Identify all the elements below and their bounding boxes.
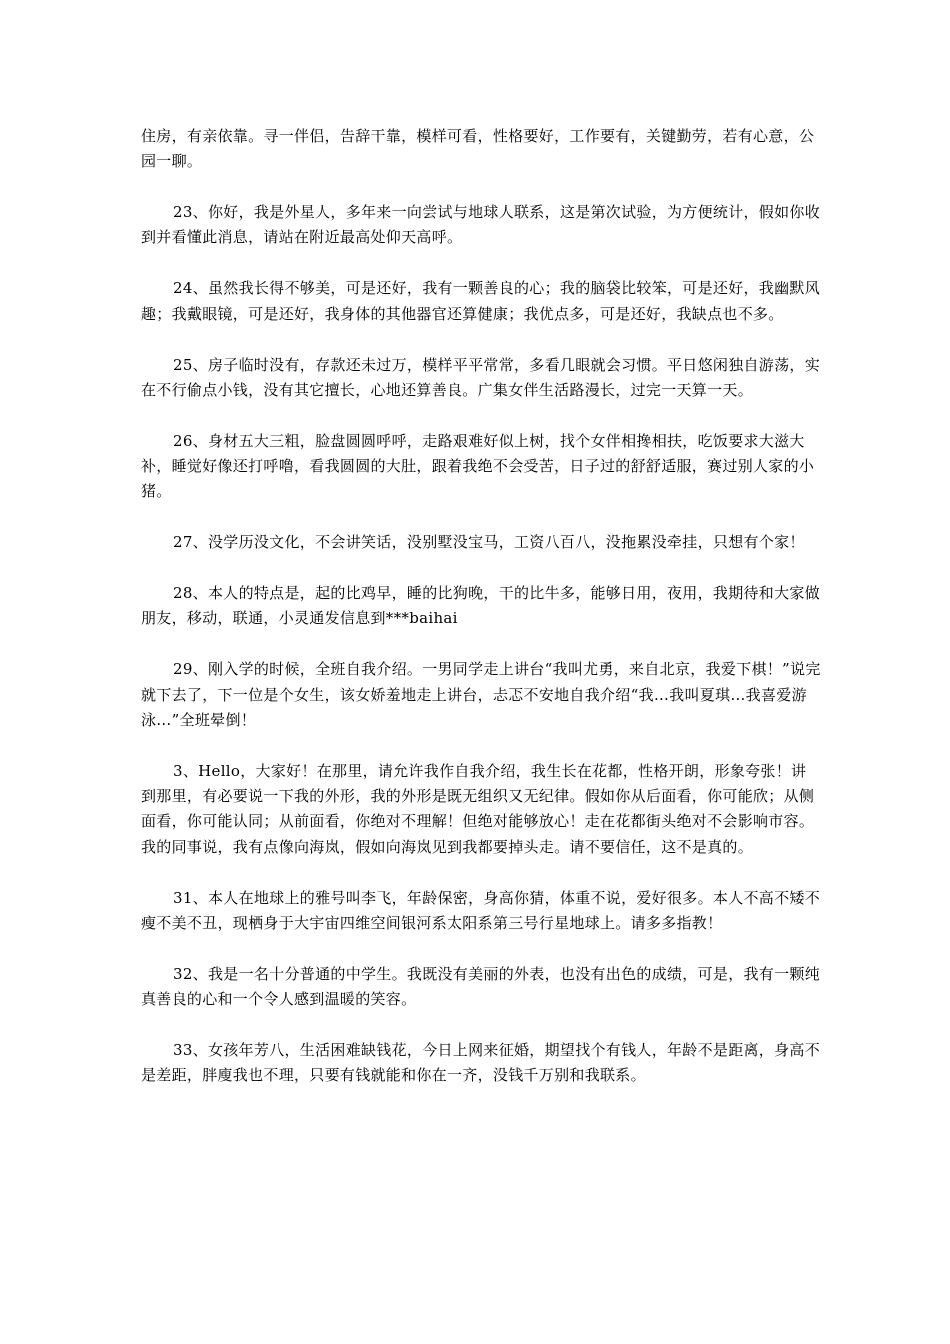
paragraph-27: 27、没学历没文化，不会讲笑话，没别墅没宝马，工资八百八，没拖累没牵挂，只想有个家！ xyxy=(173,533,805,552)
document-body xyxy=(141,124,821,1114)
paragraph-25: 25、房子临时没有，存款还未过万，模样平平常常，多看几眼就会习惯。平日悠闲独自游荡，实在不行偷点小钱，没有其它擅长，心地还算善良。广集女伴生活路漫长，过完一天算一天。 xyxy=(141,355,820,399)
paragraph-24: 24、虽然我长得不够美，可是还好，我有一颗善良的心；我的脑袋比较笨，可是还好，我幽默风趣；我戴眼镜，可是还好，我身体的其他器官还算健康；我优点多，可是还好，我缺点也不多。 xyxy=(141,279,820,323)
paragraph-33: 33、女孩年芳八，生活困难缺钱花，今日上网来征婚，期望找个有钱人，年龄不是距离，身高不是差距，胖廋我也不理，只要有钱就能和你在一齐，没钱千万别和我联系。 xyxy=(141,1040,820,1085)
paragraph-32: 32、我是一名十分普通的中学生。我既没有美丽的外表，也没有出色的成绩，可是，我有一颗纯真善良的心和一个令人感到温暖的笑容。 xyxy=(141,964,820,1009)
paragraph-3: 3、Hello，大家好！在那里，请允许我作自我介绍，我生长在花都，性格开朗，形象夸张！讲到那里，有必要说一下我的外形，我的外形是既无组织又无纪律。假如你从后面看，你可能欣；从侧面看，你可能认同；从前面看，你绝对不理解！但绝对能够放心！走在花都街头绝对不会影响市容。我的同事说，我有点像向海岚，假如向海岚见到我都要掉头走。请不要信任，这不是真的。 xyxy=(141,761,815,856)
paragraph-31: 31、本人在地球上的雅号叫李飞，年龄保密，身高你猜，体重不说，爱好很多。本人不高不矮不瘦不美不丑，现栖身于大宇宙四维空间银河系太阳系第三号行星地球上。请多多指教！ xyxy=(141,888,820,932)
paragraph-23: 23、你好，我是外星人，多年来一向尝试与地球人联系，这是第次试验，为方便统计，假如你收到并看懂此消息，请站在附近最高处仰天高呼。 xyxy=(141,203,820,247)
paragraph-continuation: 住房，有亲依靠。寻一伴侣，告辞干靠，模样可看，性格要好，工作要有，关键勤劳，若有心意，公园一聊。 xyxy=(141,127,815,171)
paragraph-26: 26、身材五大三粗，脸盘圆圆呼呼，走路艰难好似上树，找个女伴相搀相扶，吃饭要求大滋大补，睡觉好像还打呼噜，看我圆圆的大肚，跟着我绝不会受苦，日子过的舒舒适服，赛过别人家的小猪。 xyxy=(141,431,815,501)
paragraph-28: 28、本人的特点是，起的比鸡早，睡的比狗晚，干的比牛多，能够日用，夜用，我期待和大家做朋友，移动，联通，小灵通发信息到***baihai xyxy=(141,584,820,628)
paragraph-29: 29、刚入学的时候，全班自我介绍。一男同学走上讲台“我叫尤勇，来自北京，我爱下棋！”说完就下去了，下一位是个女生，该女娇羞地走上讲台，忐忑不安地自我介绍“我…我叫夏琪…我喜爱游泳…”全班晕倒！ xyxy=(141,660,821,729)
